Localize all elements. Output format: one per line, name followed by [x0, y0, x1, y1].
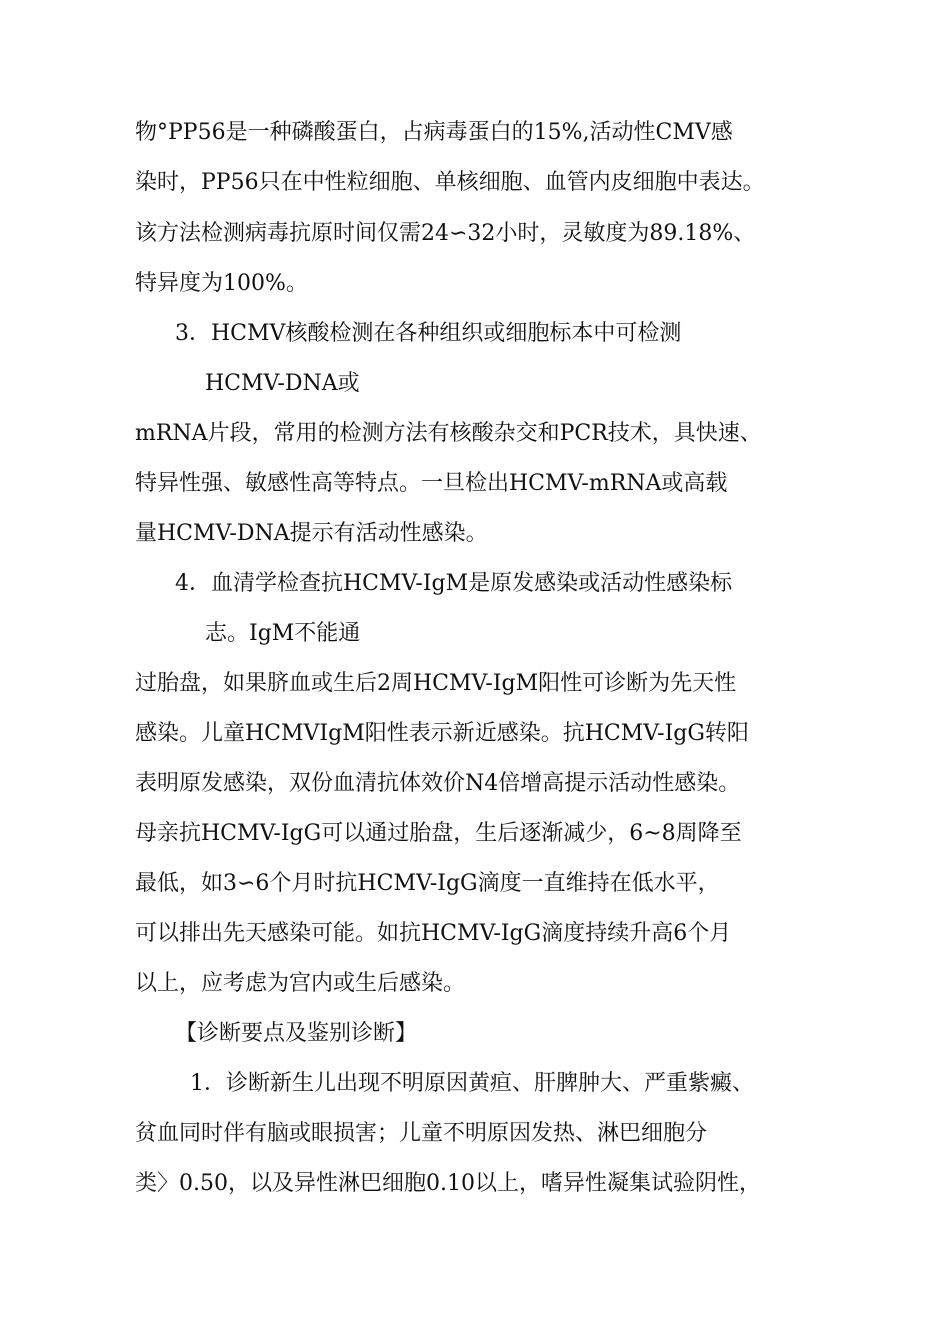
paragraph-line-17: 可以排出先天感染可能。如抗HCMV-IgG滴度持续升高6个月: [135, 921, 732, 946]
paragraph-line-14: 表明原发感染，双份血清抗体效价N4倍增高提示活动性感染。: [135, 771, 741, 796]
section-4-heading-line: 4．血清学检查抗HCMV-IgM是原发感染或活动性感染标: [175, 571, 733, 596]
section-3-heading-continuation: HCMV-DNA或: [205, 371, 360, 396]
paragraph-line-18: 以上，应考虑为宫内或生后感染。: [135, 971, 466, 996]
paragraph-line-2: 染时，PP56只在中性粒细胞、单核细胞、血管内皮细胞中表达。: [135, 170, 765, 195]
paragraph-line-3: 该方法检测病毒抗原时间仅需24∽32小时，灵敏度为89.18%、: [135, 221, 756, 246]
paragraph-line-1: 物°PP56是一种磷酸蛋白，占病毒蛋白的15%,活动性CMV感: [135, 120, 733, 145]
section-4-heading-continuation: 志。IgM不能通: [205, 621, 361, 646]
paragraph-line-13: 感染。儿童HCMVIgM阳性表示新近感染。抗HCMV-IgG转阳: [135, 721, 749, 746]
paragraph-line-16: 最低，如3∽6个月时抗HCMV-IgG滴度一直维持在低水平，: [135, 871, 720, 896]
paragraph-line-12: 过胎盘，如果脐血或生后2周HCMV-IgM阳性可诊断为先天性: [135, 671, 737, 696]
paragraph-line-4: 特异度为100%。: [135, 271, 308, 296]
paragraph-line-8: 特异性强、敏感性高等特点。一旦检出HCMV-mRNA或高载: [135, 471, 728, 496]
section-3-heading-line: 3．HCMV核酸检测在各种组织或细胞标本中可检测: [175, 321, 682, 346]
paragraph-line-21: 贫血同时伴有脑或眼损害；儿童不明原因发热、淋巴细胞分: [135, 1121, 708, 1146]
section-heading-diagnosis: 【诊断要点及鉴别诊断】: [175, 1021, 418, 1046]
paragraph-line-7: mRNA片段，常用的检测方法有核酸杂交和PCR技术，具快速、: [135, 421, 762, 446]
paragraph-line-15: 母亲抗HCMV-IgG可以通过胎盘，生后逐渐减少，6~8周降至: [135, 821, 742, 846]
diagnosis-item-1-line: 1．诊断新生儿出现不明原因黄疸、肝脾肿大、严重紫癜、: [190, 1071, 754, 1096]
paragraph-line-9: 量HCMV-DNA提示有活动性感染。: [135, 521, 488, 546]
paragraph-line-22: 类〉0.50，以及异性淋巴细胞0.10以上，嗜异性凝集试验阴性，: [135, 1171, 761, 1196]
